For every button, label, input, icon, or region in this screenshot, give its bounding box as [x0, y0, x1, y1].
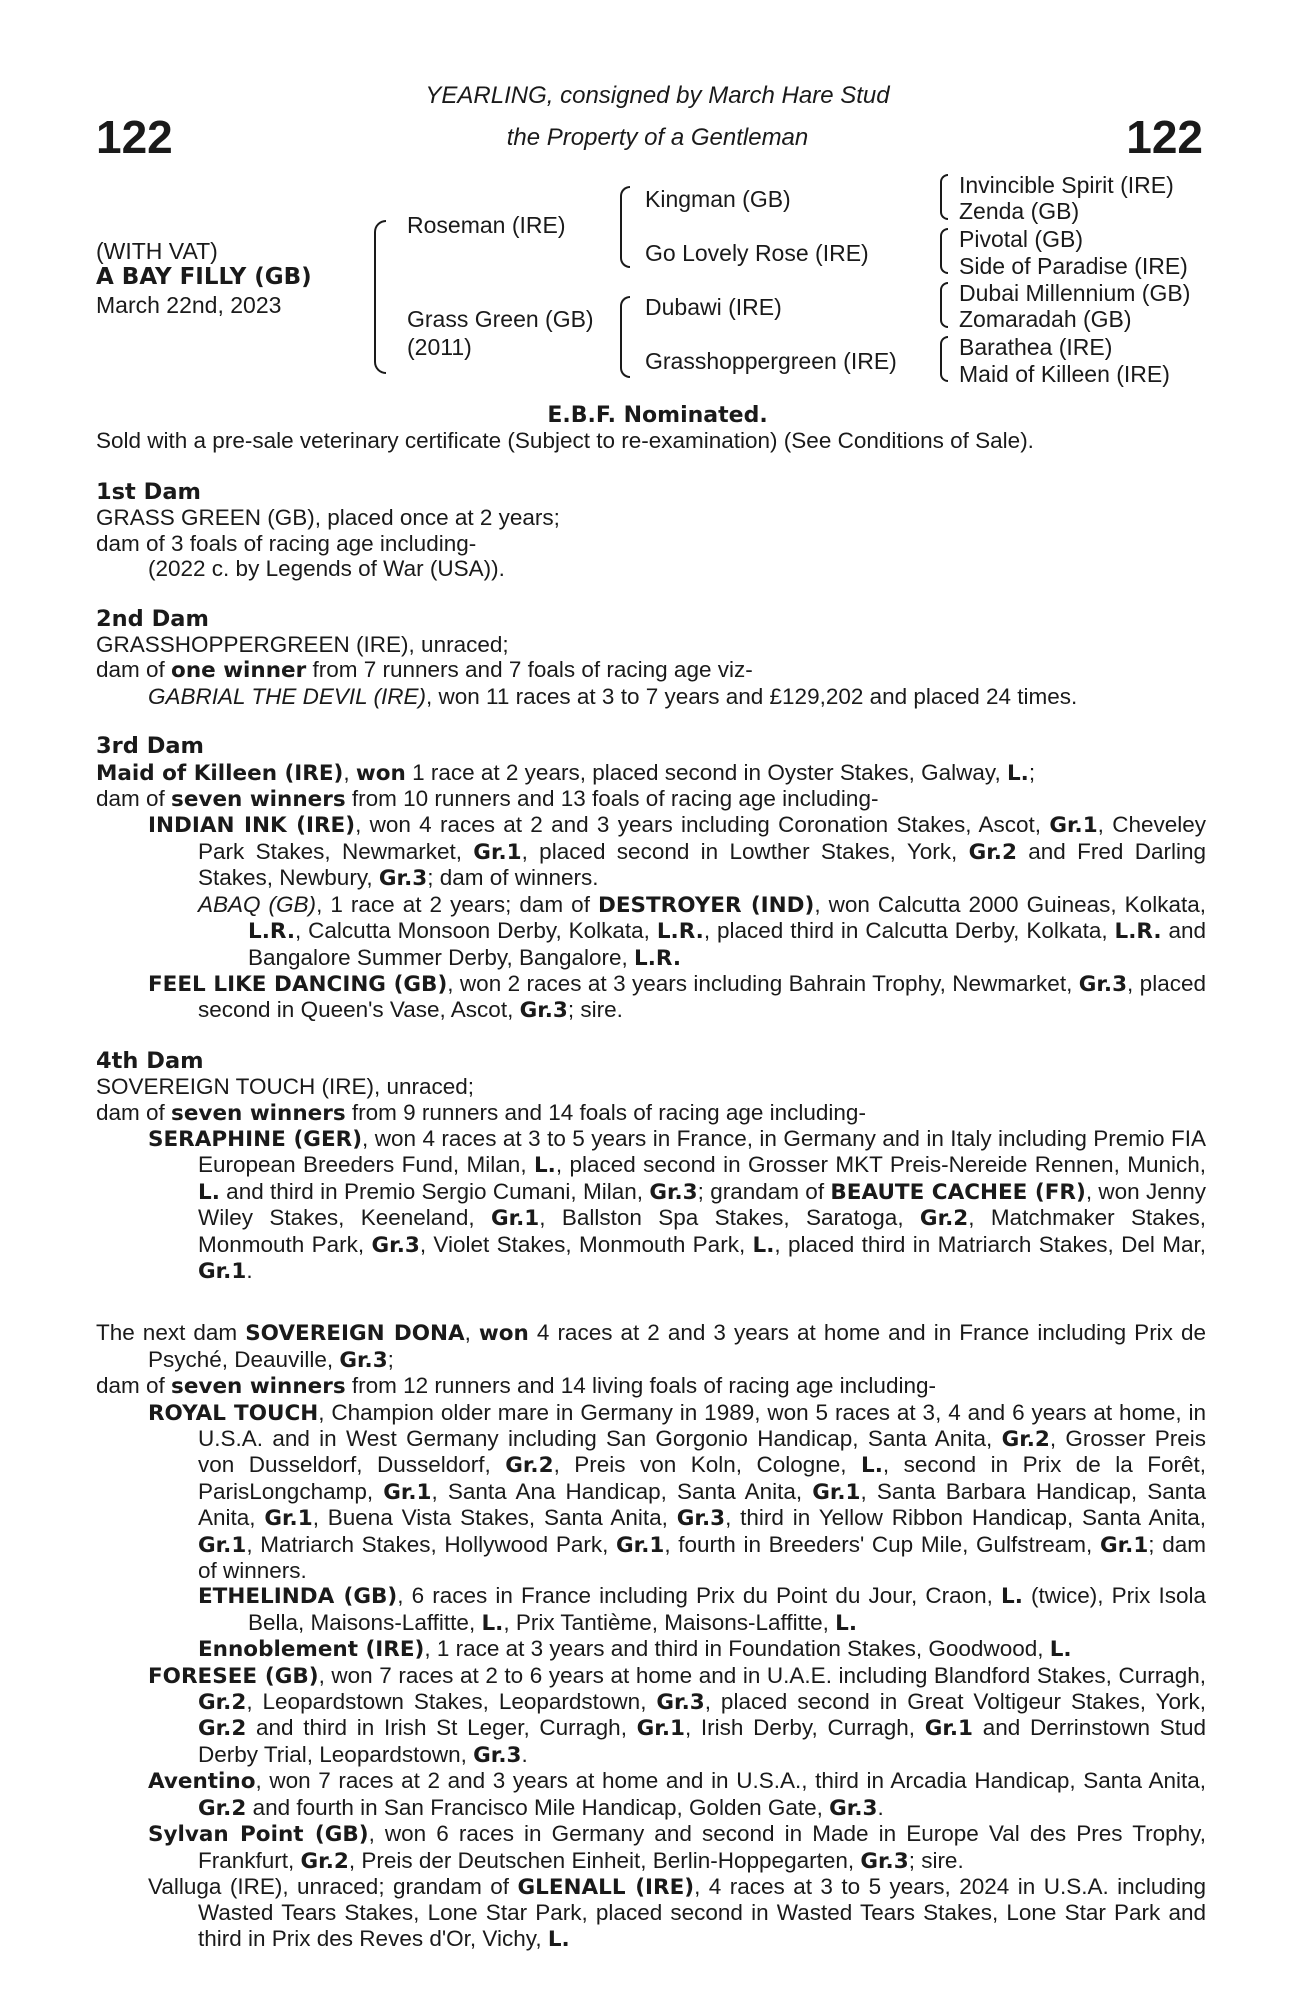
catalogue-body: [96, 480, 1206, 1952]
produce-item: FEEL LIKE DANCING (GB), won 2 races at 3 years including Bahrain Trophy, Newmarket, Gr.3, placed second in Queen's Vase, Ascot, Gr.3; sire.: [148, 970, 1206, 1024]
pedigree-g3-3: Pivotal (GB): [959, 226, 1083, 252]
pedigree-brace-g4: [940, 336, 948, 382]
vet-certificate-note: Sold with a pre-sale veterinary certificate (Subject to re-examination) (See Conditions of Sale).: [96, 428, 1034, 453]
produce-item: ETHELINDA (GB), 6 races in France including Prix du Point du Jour, Craon, L. (twice), Prix Isola Bella, Maisons-Laffitte, L., Prix Tantième, Maisons-Laffitte, L.: [198, 1583, 1206, 1636]
produce-item: GABRIAL THE DEVIL (IRE), won 11 races at 3 to 7 years and £129,202 and placed 24 times.: [148, 683, 1078, 709]
third-dam-section: [96, 734, 1206, 1023]
horse-name: A BAY FILLY (GB): [96, 264, 312, 290]
produce-intro: dam of seven winners from 10 runners and 13 foals of racing age including-: [96, 786, 879, 813]
produce-intro: dam of seven winners from 12 runners and 14 living foals of racing age including-: [96, 1373, 936, 1400]
pedigree-g3-8: Maid of Killeen (IRE): [959, 361, 1170, 387]
pedigree-brace-sire: [620, 186, 630, 268]
property-line: the Property of a Gentleman: [506, 124, 809, 151]
pedigree-sire-dam: Go Lovely Rose (IRE): [645, 240, 869, 266]
pedigree-dam-year: (2011): [407, 334, 472, 360]
pedigree-brace-g1: [940, 174, 948, 220]
produce-item: Sylvan Point (GB), won 6 races in Germany and second in Made in Europe Val des Pres Trophy, Frankfurt, Gr.2, Preis der Deutschen Einheit, Berlin-Hoppegarten, Gr.3; sire.: [148, 1821, 1206, 1874]
produce-item: Valluga (IRE), unraced; grandam of GLENALL (IRE), 4 races at 3 to 5 years, 2024 in U.S.A. including Wasted Tears Stakes, Lone Star Park, placed second in Wasted Tears Stakes, Lone Star Park and third in Prix des Reves d'Or, Vichy, L.: [148, 1873, 1206, 1952]
pedigree-g3-5: Dubai Millennium (GB): [959, 280, 1191, 306]
pedigree-sire-sire: Kingman (GB): [645, 186, 791, 212]
fourth-dam-section: [96, 1049, 1206, 1285]
foaling-date: March 22nd, 2023: [96, 292, 282, 318]
pedigree-dam: Grass Green (GB): [407, 306, 594, 332]
pedigree-brace-g2: [940, 228, 948, 274]
produce-item: FORESEE (GB), won 7 races at 2 to 6 years at home and in U.A.E. including Blandford Stakes, Curragh, Gr.2, Leopardstown Stakes, Leopardstown, Gr.3, placed second in Great Voltigeur Stakes, York, Gr.2 and third in Irish St Leger, Curragh, Gr.1, Irish Derby, Curragh, Gr.1 and Derrinstown Stud Derby Trial, Leopardstown, Gr.3.: [148, 1662, 1206, 1768]
pedigree-sire: Roseman (IRE): [407, 212, 566, 238]
produce-intro: dam of 3 foals of racing age including-: [96, 530, 477, 556]
produce-item: (2022 c. by Legends of War (USA)).: [148, 556, 505, 582]
section-heading: 3rd Dam: [96, 733, 204, 760]
pedigree-brace-main: [374, 220, 386, 374]
pedigree-brace-g3: [940, 282, 948, 328]
consignment-line: YEARLING, consigned by March Hare Stud: [425, 82, 890, 109]
section-heading: 1st Dam: [96, 479, 201, 505]
next-dam-section: [96, 1320, 1206, 1952]
produce-item: Ennoblement (IRE), 1 race at 3 years and third in Foundation Stakes, Goodwood, L.: [198, 1636, 1072, 1663]
produce-intro: dam of seven winners from 9 runners and 14 foals of racing age including-: [96, 1099, 866, 1126]
pedigree-g3-1: Invincible Spirit (IRE): [959, 172, 1174, 198]
dam-line: The next dam SOVEREIGN DONA, won 4 races at 2 and 3 years at home and in France including Prix de Psyché, Deauville, Gr.3;: [96, 1320, 1206, 1373]
produce-item: ROYAL TOUCH, Champion older mare in Germany in 1989, won 5 races at 3, 4 and 6 years at home, in U.S.A. and in West Germany including San Gorgonio Handicap, Santa Anita, Gr.2, Grosser Preis von Dusseldorf, Dusseldorf, Gr.2, Preis von Koln, Cologne, L., second in Prix de la Forêt, ParisLongchamp, Gr.1, Santa Ana Handicap, Santa Anita, Gr.1, Santa Barbara Handicap, Santa Anita, Gr.1, Buena Vista Stakes, Santa Anita, Gr.3, third in Yellow Ribbon Handicap, Santa Anita, Gr.1, Matriarch Stakes, Hollywood Park, Gr.1, fourth in Breeders' Cup Mile, Gulfstream, Gr.1; dam of winners.: [148, 1399, 1207, 1584]
dam-line: Maid of Killeen (IRE), won 1 race at 2 years, placed second in Oyster Stakes, Galway, L.;: [96, 759, 1036, 786]
ebf-nominated: E.B.F. Nominated.: [547, 403, 768, 428]
pedigree-brace-dam: [620, 296, 630, 378]
dam-line: SOVEREIGN TOUCH (IRE), unraced;: [96, 1074, 475, 1100]
pedigree-g3-4: Side of Paradise (IRE): [959, 253, 1188, 279]
produce-item: INDIAN INK (IRE), won 4 races at 2 and 3 years including Coronation Stakes, Ascot, Gr.1, Cheveley Park Stakes, Newmarket, Gr.1, placed second in Lowther Stakes, York, Gr.2 and Fred Darling Stakes, Newbury, Gr.3; dam of winners.: [148, 812, 1206, 892]
pedigree-g3-7: Barathea (IRE): [959, 334, 1113, 360]
dam-line: GRASSHOPPERGREEN (IRE), unraced;: [96, 632, 509, 658]
pedigree-dam-sire: Dubawi (IRE): [645, 294, 782, 320]
produce-item: ABAQ (GB), 1 race at 2 years; dam of DESTROYER (IND), won Calcutta 2000 Guineas, Kolkata, L.R., Calcutta Monsoon Derby, Kolkata, L.R., placed third in Calcutta Derby, Kolkata, L.R. and Bangalore Summer Derby, Bangalore, L.R.: [198, 891, 1206, 971]
produce-intro: dam of one winner from 7 runners and 7 foals of racing age viz-: [96, 657, 753, 684]
produce-item: Aventino, won 7 races at 2 and 3 years at home and in U.S.A., third in Arcadia Handicap, Santa Anita, Gr.2 and fourth in San Francisco Mile Handicap, Golden Gate, Gr.3.: [148, 1768, 1206, 1821]
section-heading: 2nd Dam: [96, 605, 209, 632]
first-dam-section: [96, 480, 1206, 582]
dam-line: GRASS GREEN (GB), placed once at 2 years;: [96, 505, 560, 531]
pedigree-g3-2: Zenda (GB): [959, 198, 1080, 224]
vat-label: (WITH VAT): [96, 238, 218, 264]
pedigree-g3-6: Zomaradah (GB): [959, 306, 1132, 332]
lot-number-right: 122: [1126, 111, 1203, 163]
produce-item: SERAPHINE (GER), won 4 races at 3 to 5 years in France, in Germany and in Italy including Premio FIA European Breeders Fund, Milan, L., placed second in Grosser MKT Preis-Nereide Rennen, Munich, L. and third in Premio Sergio Cumani, Milan, Gr.3; grandam of BEAUTE CACHEE (FR), won Jenny Wiley Stakes, Keeneland, Gr.1, Ballston Spa Stakes, Saratoga, Gr.2, Matchmaker Stakes, Monmouth Park, Gr.3, Violet Stakes, Monmouth Park, L., placed third in Matriarch Stakes, Del Mar, Gr.1.: [148, 1125, 1207, 1284]
lot-number-left: 122: [96, 111, 173, 163]
second-dam-section: [96, 607, 1206, 710]
pedigree-dam-dam: Grasshoppergreen (IRE): [645, 348, 897, 374]
section-heading: 4th Dam: [96, 1047, 204, 1074]
